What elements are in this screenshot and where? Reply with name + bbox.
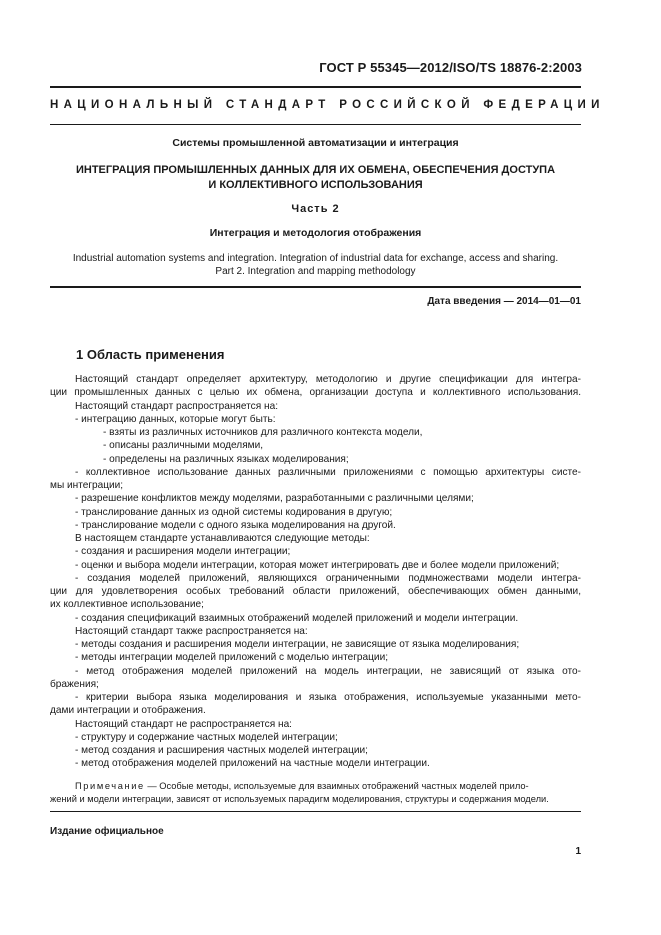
list-item: - методы создания и расширения модели интеграции, не зависящие от языка моделирования; — [75, 639, 520, 650]
list-item: - метод создания и расширения частных моделей интеграции; — [75, 745, 368, 756]
document-title-line-2: И КОЛЛЕКТИВНОГО ИСПОЛЬЗОВАНИЯ — [208, 179, 423, 191]
note-text-1: — Особые методы, используемые для взаимных отображений частных моделей прило- — [144, 781, 529, 791]
title-rule — [50, 286, 581, 288]
list-item: - методы интеграции моделей приложений с моделью интеграции; — [75, 652, 389, 664]
list-subitem: - определены на различных языках моделирования; — [103, 453, 349, 465]
page-number: 1 — [575, 846, 581, 857]
list-item: - разрешение конфликтов между моделями, разработанными с различными целями; — [75, 493, 474, 505]
note-line-1 — [50, 780, 581, 793]
list-subitem: - взяты из различных источников для различного контекста модели, — [103, 427, 423, 438]
list-item: - метод отображения моделей приложений на модель интеграции, не зависящий от языка ото- — [75, 665, 581, 677]
national-standard-heading: НАЦИОНАЛЬНЫЙ СТАНДАРТ РОССИЙСКОЙ ФЕДЕРАЦИИ — [50, 99, 605, 111]
text-line: Настоящий стандарт распространяется на: — [75, 400, 278, 412]
list-item: - транслирование модели с одного языка моделирования на другой. — [75, 519, 396, 531]
english-title — [50, 252, 581, 278]
part-label: Часть 2 — [291, 203, 340, 215]
text-line: Настоящий стандарт также распространяется на: — [75, 625, 308, 637]
english-title-line-2: Part 2. Integration and mapping methodology — [215, 266, 416, 277]
text-line: дами интеграции и отображения. — [50, 705, 206, 717]
section-heading: 1 Область применения — [76, 347, 225, 362]
text-line: их коллективное использование; — [50, 599, 204, 611]
text-line: мы интеграции; — [50, 480, 124, 491]
text-line: Настоящий стандарт определяет архитектуру, методологию и другие спецификации для интегра- — [75, 374, 581, 385]
note-label: Примечание — [75, 781, 145, 791]
text-line: бражения; — [50, 678, 99, 690]
note-line-2: жений и модели интеграции, зависят от используемых парадигм моделирования, структуры и содержания модели. — [50, 794, 549, 804]
introduction-date: Дата введения — 2014—01—01 — [427, 296, 581, 307]
text-line: Настоящий стандарт не распространяется на: — [75, 718, 292, 730]
list-item: - транслирование данных из одной системы кодирования в другую; — [75, 506, 393, 518]
note-block — [50, 780, 581, 806]
list-item: - создания и расширения модели интеграции; — [75, 546, 291, 558]
divider-rule — [50, 124, 581, 125]
text-line: В настоящем стандарте устанавливаются следующие методы: — [75, 533, 370, 544]
list-subitem: - описаны различными моделями, — [103, 440, 264, 452]
list-item: - создания спецификаций взаимных отображений моделей приложений и модели интеграции. — [75, 612, 519, 624]
document-title-line-1: ИНТЕГРАЦИЯ ПРОМЫШЛЕННЫХ ДАННЫХ ДЛЯ ИХ ОБМЕНА, ОБЕСПЕЧЕНИЯ ДОСТУПА — [75, 164, 556, 176]
document-title — [50, 163, 581, 193]
standard-code: ГОСТ Р 55345—2012/ISO/TS 18876-2:2003 — [319, 60, 582, 75]
header-rule — [50, 86, 581, 88]
english-title-line-1: Industrial automation systems and integration. Integration of industrial data for exchange, access and sharing. — [72, 253, 559, 264]
list-item: - оценки и выбора модели интеграции, которая может интегрировать две и более модели приложений; — [75, 559, 560, 571]
list-item: - интеграцию данных, которые могут быть: — [75, 413, 276, 425]
text-line: ции промышленных данных с целью их обмена, организации доступа и коллективного использования. — [50, 387, 581, 399]
footer-rule — [50, 811, 581, 812]
list-item: - структуру и содержание частных моделей интеграции; — [75, 731, 338, 743]
edition-label: Издание официальное — [50, 826, 164, 837]
list-item: - метод отображения моделей приложений на частные модели интеграции. — [75, 758, 430, 770]
section-body — [50, 373, 581, 771]
list-item: - коллективное использование данных различными приложениями с помощью архитектуры систе- — [75, 466, 581, 478]
document-subtitle: Системы промышленной автоматизации и интеграция — [172, 137, 459, 149]
list-item: - создания моделей приложений, являющихся ограниченными подмножествами модели интегра- — [75, 572, 581, 584]
text-line: ции для удовлетворения особых требований области приложений, обеспечивающих обмен данными, — [50, 586, 581, 597]
part-title: Интеграция и методология отображения — [209, 227, 422, 239]
list-item: - критерии выбора языка моделирования и языка отображения, используемые указанными мето- — [75, 692, 581, 703]
